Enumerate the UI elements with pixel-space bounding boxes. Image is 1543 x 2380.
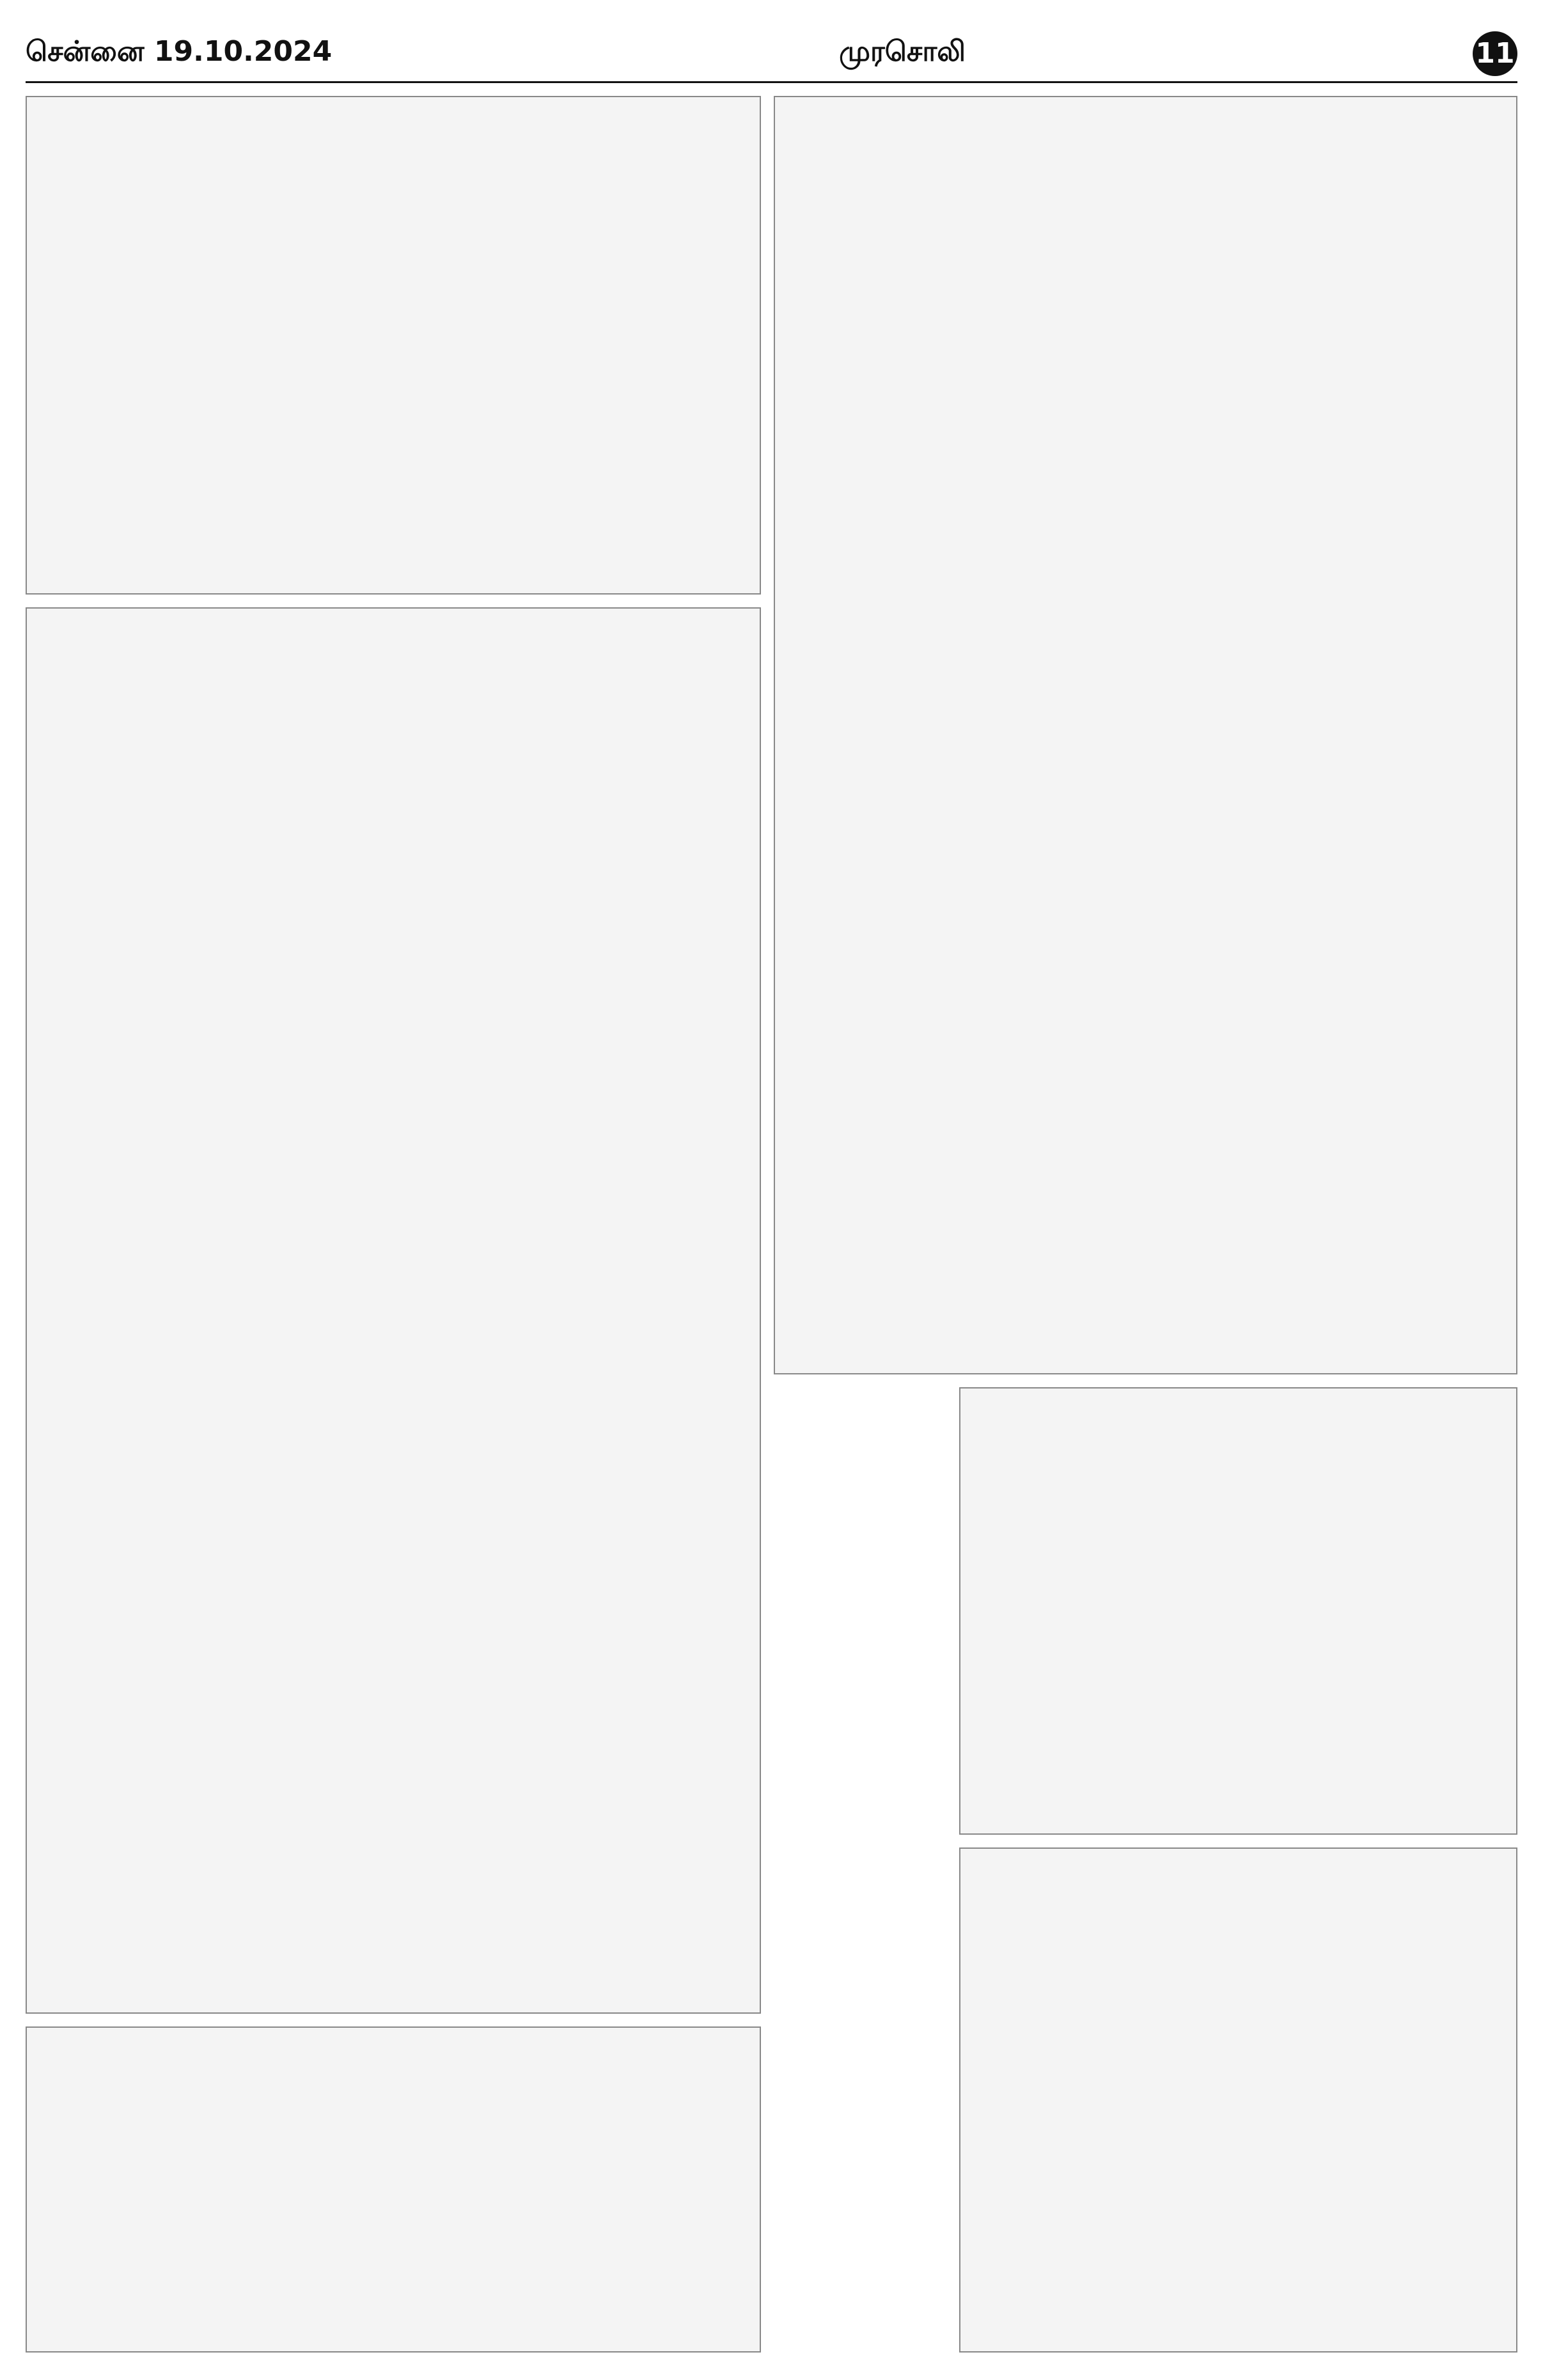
- tender-notice: [26, 2026, 761, 2353]
- masthead-title: முரசொலி: [839, 35, 966, 68]
- masthead-date: சென்னை 19.10.2024: [26, 35, 333, 68]
- trust-box: [774, 96, 1517, 1374]
- left-story: [26, 607, 761, 2014]
- photo: [26, 96, 761, 595]
- masthead: [26, 26, 1517, 83]
- aavin-story: [959, 1387, 1517, 1835]
- kashmir-story: [959, 1847, 1517, 2353]
- page-number: 11: [1473, 31, 1517, 76]
